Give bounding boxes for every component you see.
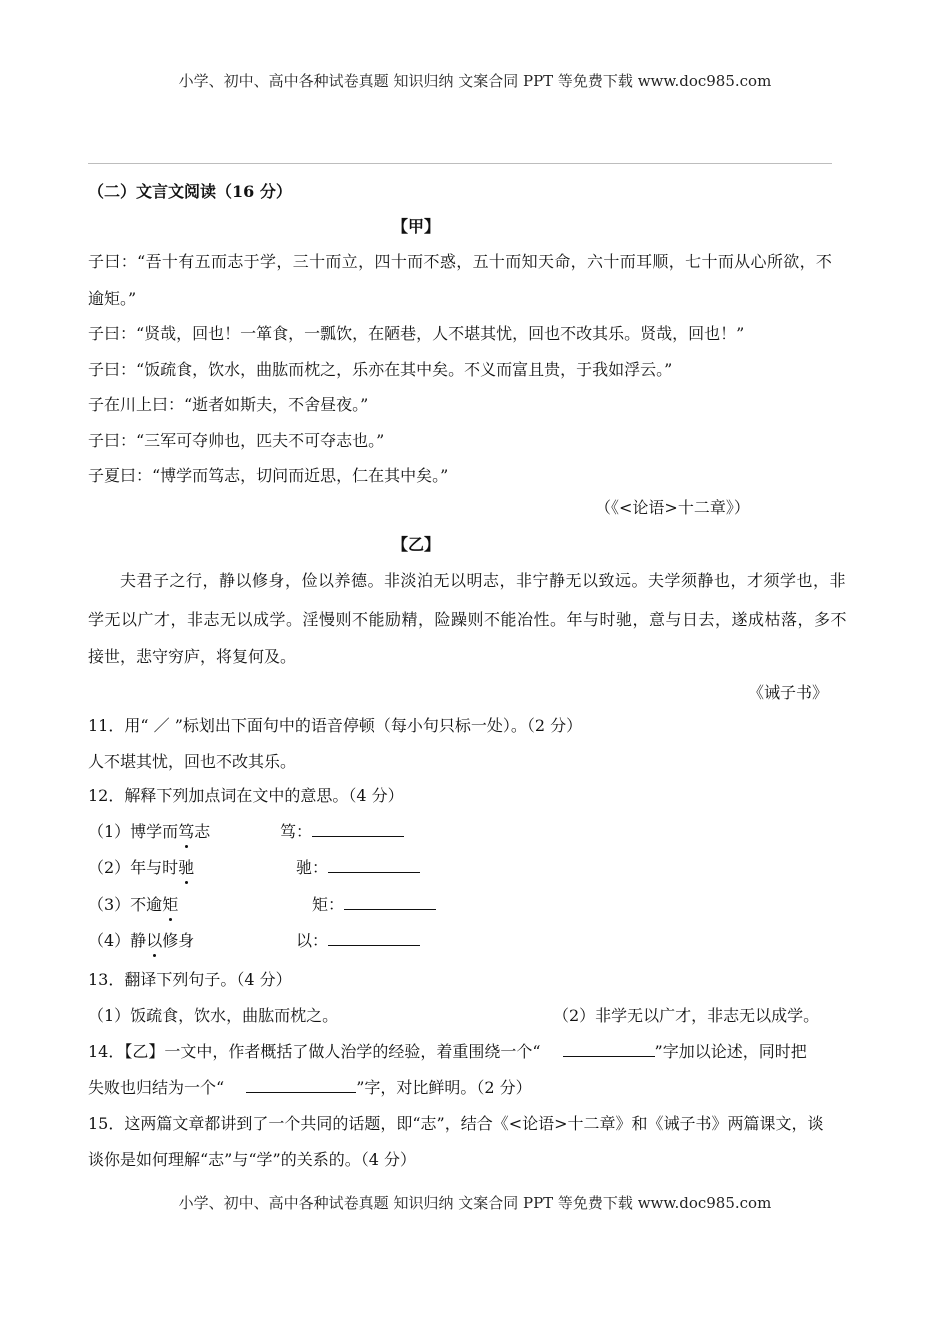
q13-item-2: （2）非学无以广才，非志无以成学。 <box>553 1006 820 1025</box>
q12-word-label: 驰： <box>296 858 329 877</box>
jia-line: 子夏曰：“博学而笃志，切问而近思，仁在其中矣。” <box>88 466 449 485</box>
yi-line: 接世，悲守穷庐，将复何及。 <box>88 647 297 666</box>
jia-label: 【甲】 <box>392 217 441 236</box>
q12-item-2 <box>88 858 194 878</box>
q12-dotted-word: 驰 <box>178 858 195 877</box>
yi-source: 《诫子书》 <box>748 683 829 702</box>
q14-text: 14．【乙】一文中，作者概括了做人治学的经验，着重围绕一个“ <box>88 1042 541 1061</box>
jia-line: 子曰：“饭疏食，饮水，曲肱而枕之，乐亦在其中矣。不义而富且贵，于我如浮云。” <box>88 360 673 379</box>
q12-item-1 <box>88 822 210 842</box>
yi-line: 学无以广才，非志无以成学。淫慢则不能励精，险躁则不能冶性。年与时驰，意与日去，遂成枯落，多不 <box>88 610 848 629</box>
q13-stem: 13．翻译下列句子。（4 分） <box>88 970 292 989</box>
yi-line: 夫君子之行，静以修身，俭以养德。非淡泊无以明志，非宁静无以致远。夫学须静也，才须学也，非 <box>120 571 847 590</box>
q12-item-text: （3）不逾 <box>88 895 163 914</box>
answer-blank[interactable] <box>328 931 420 946</box>
page-footer: 小学、初中、高中各种试卷真题 知识归纳 文案合同 PPT 等免费下载 www.doc985.com <box>178 1194 772 1212</box>
q11-sentence: 人不堪其忧，回也不改其乐。 <box>88 752 297 771</box>
q12-item-text: 修身 <box>162 931 195 950</box>
q12-word-label: 以： <box>296 931 329 950</box>
q14-text: ”字，对比鲜明。（2 分） <box>356 1078 532 1097</box>
q12-stem: 12．解释下列加点词在文中的意思。（4 分） <box>88 786 404 805</box>
q12-word-label: 笃： <box>280 822 313 841</box>
q14-line-1 <box>88 1042 807 1062</box>
jia-source: （《<论语>十二章》） <box>595 498 750 517</box>
q11-stem: 11．用“ ／ ”标划出下面句中的语音停顿（每小句只标一处）。（2 分） <box>88 716 583 735</box>
header-divider <box>88 163 832 164</box>
jia-line: 子曰：“贤哉，回也！一箪食，一瓢饮，在陋巷，人不堪其忧，回也不改其乐。贤哉，回也！” <box>88 324 745 343</box>
q13-item-1: （1）饭疏食，饮水，曲肱而枕之。 <box>88 1006 339 1025</box>
q12-dotted-word: 笃 <box>178 822 195 841</box>
answer-blank[interactable] <box>246 1078 356 1093</box>
q12-answer-1 <box>280 822 404 842</box>
q15-line-2: 谈你是如何理解“志”与“学”的关系的。（4 分） <box>88 1150 416 1169</box>
q12-dotted-word: 以 <box>146 931 163 950</box>
answer-blank[interactable] <box>328 858 420 873</box>
answer-blank[interactable] <box>344 895 436 910</box>
q12-item-text: （2）年与时 <box>88 858 179 877</box>
q12-item-text: （1）博学而 <box>88 822 179 841</box>
q12-word-label: 矩： <box>312 895 345 914</box>
page-header: 小学、初中、高中各种试卷真题 知识归纳 文案合同 PPT 等免费下载 www.doc985.com <box>178 72 772 90</box>
q12-item-3 <box>88 895 178 915</box>
q15-line-1: 15．这两篇文章都讲到了一个共同的话题，即“志”，结合《<论语>十二章》和《诫子书》两篇课文，谈 <box>88 1114 824 1133</box>
q12-answer-3 <box>312 895 436 915</box>
q12-item-4 <box>88 931 194 951</box>
q14-text: 失败也归结为一个“ <box>88 1078 225 1097</box>
answer-blank[interactable] <box>312 822 404 837</box>
section-title: （二）文言文阅读（16 分） <box>88 182 292 201</box>
q14-line-2 <box>88 1078 532 1098</box>
q14-text: ”字加以论述，同时把 <box>654 1042 807 1061</box>
q12-dotted-word: 矩 <box>162 895 179 914</box>
q12-item-text: 志 <box>194 822 211 841</box>
jia-line: 子曰：“吾十有五而志于学，三十而立，四十而不惑，五十而知天命，六十而耳顺，七十而从心所欲，不 <box>88 252 833 271</box>
q12-answer-2 <box>296 858 420 878</box>
jia-line: 逾矩。” <box>88 289 137 308</box>
jia-line: 子在川上曰：“逝者如斯夫，不舍昼夜。” <box>88 395 369 414</box>
jia-line: 子曰：“三军可夺帅也，匹夫不可夺志也。” <box>88 431 385 450</box>
yi-label: 【乙】 <box>392 535 441 554</box>
q12-item-text: （4）静 <box>88 931 147 950</box>
answer-blank[interactable] <box>563 1042 655 1057</box>
q12-answer-4 <box>296 931 420 951</box>
